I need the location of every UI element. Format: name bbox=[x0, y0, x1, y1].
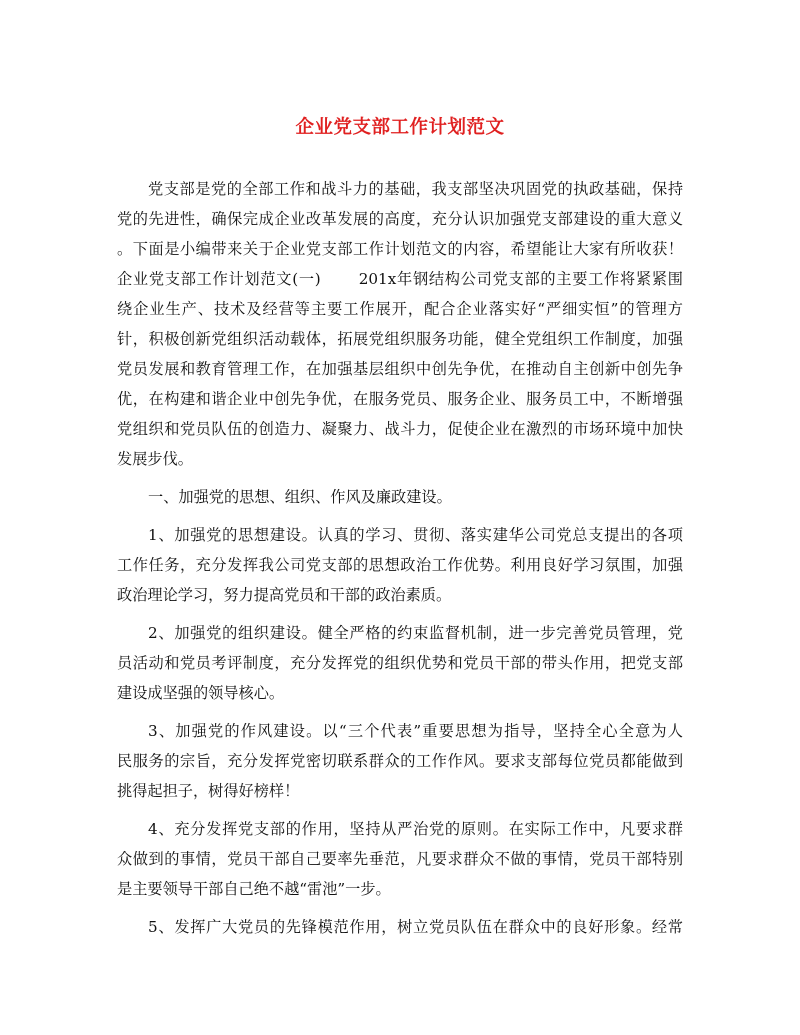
text-line: 发展步伐。 bbox=[117, 450, 193, 468]
text-line: 5、发挥广大党员的先锋模范作用，树立党员队伍在群众中的良好形象。经常 bbox=[148, 918, 683, 936]
text-line: 民服务的宗旨，充分发挥党密切联系群众的工作作风。要求支部每位党员都能做到 bbox=[117, 752, 683, 770]
text-line-section-heading bbox=[117, 265, 683, 294]
text-line: 党员发展和教育管理工作，在加强基层组织中创先争优，在推动自主创新中创先争 bbox=[117, 360, 683, 378]
text-line: 党的先进性，确保完成企业改革发展的高度，充分认识加强党支部建设的重大意义 bbox=[117, 210, 683, 228]
text-line: 优，在构建和谐企业中创先争优，在服务党员、服务企业、服务员工中，不断增强 bbox=[117, 390, 683, 408]
document-title: 企业党支部工作计划范文 bbox=[295, 117, 505, 138]
text-line: 1、加强党的思想建设。认真的学习、贯彻、落实建华公司党总支提出的各项 bbox=[148, 526, 683, 544]
text-line: 员活动和党员考评制度，充分发挥党的组织优势和党员干部的带头作用，把党支部 bbox=[117, 654, 683, 672]
text-line: 是主要领导干部自己绝不越“雷池”一步。 bbox=[117, 880, 391, 898]
text-line: 众做到的事情，党员干部自己要率先垂范，凡要求群众不做的事情，党员干部特别 bbox=[117, 850, 683, 868]
text-line: 政治理论学习，努力提高党员和干部的政治素质。 bbox=[117, 586, 452, 604]
text-line: 一、加强党的思想、组织、作风及廉政建设。 bbox=[148, 488, 452, 506]
text-line: 党支部是党的全部工作和战斗力的基础，我支部坚决巩固党的执政基础，保持 bbox=[148, 180, 683, 198]
text-line: 针，积极创新党组织活动载体，拓展党组织服务功能，健全党组织工作制度，加强 bbox=[117, 330, 683, 348]
text-line: 建设成坚强的领导核心。 bbox=[117, 684, 285, 702]
text-line: 挑得起担子，树得好榜样！ bbox=[117, 782, 300, 800]
text-line: 。下面是小编带来关于企业党支部工作计划范文的内容，希望能让大家有所收获！ bbox=[117, 240, 683, 258]
section-heading: 企业党支部工作计划范文(一) bbox=[117, 270, 321, 288]
text-line: 2、加强党的组织建设。健全严格的约束监督机制，进一步完善党员管理，党 bbox=[148, 624, 683, 642]
text-line: 工作任务，充分发挥我公司党支部的思想政治工作优势。利用良好学习氛围，加强 bbox=[117, 556, 683, 574]
text-line: 4、充分发挥党支部的作用，坚持从严治党的原则。在实际工作中，凡要求群 bbox=[148, 820, 683, 838]
text-line: 党组织和党员队伍的创造力、凝聚力、战斗力，促使企业在激烈的市场环境中加快 bbox=[117, 420, 683, 438]
text-line: 绕企业生产、技术及经营等主要工作展开，配合企业落实好“严细实恒”的管理方 bbox=[117, 300, 683, 318]
paragraph-start: 201x年钢结构公司党支部的主要工作将紧紧围 bbox=[358, 270, 683, 288]
text-line: 3、加强党的作风建设。以“三个代表”重要思想为指导，坚持全心全意为人 bbox=[148, 722, 683, 740]
